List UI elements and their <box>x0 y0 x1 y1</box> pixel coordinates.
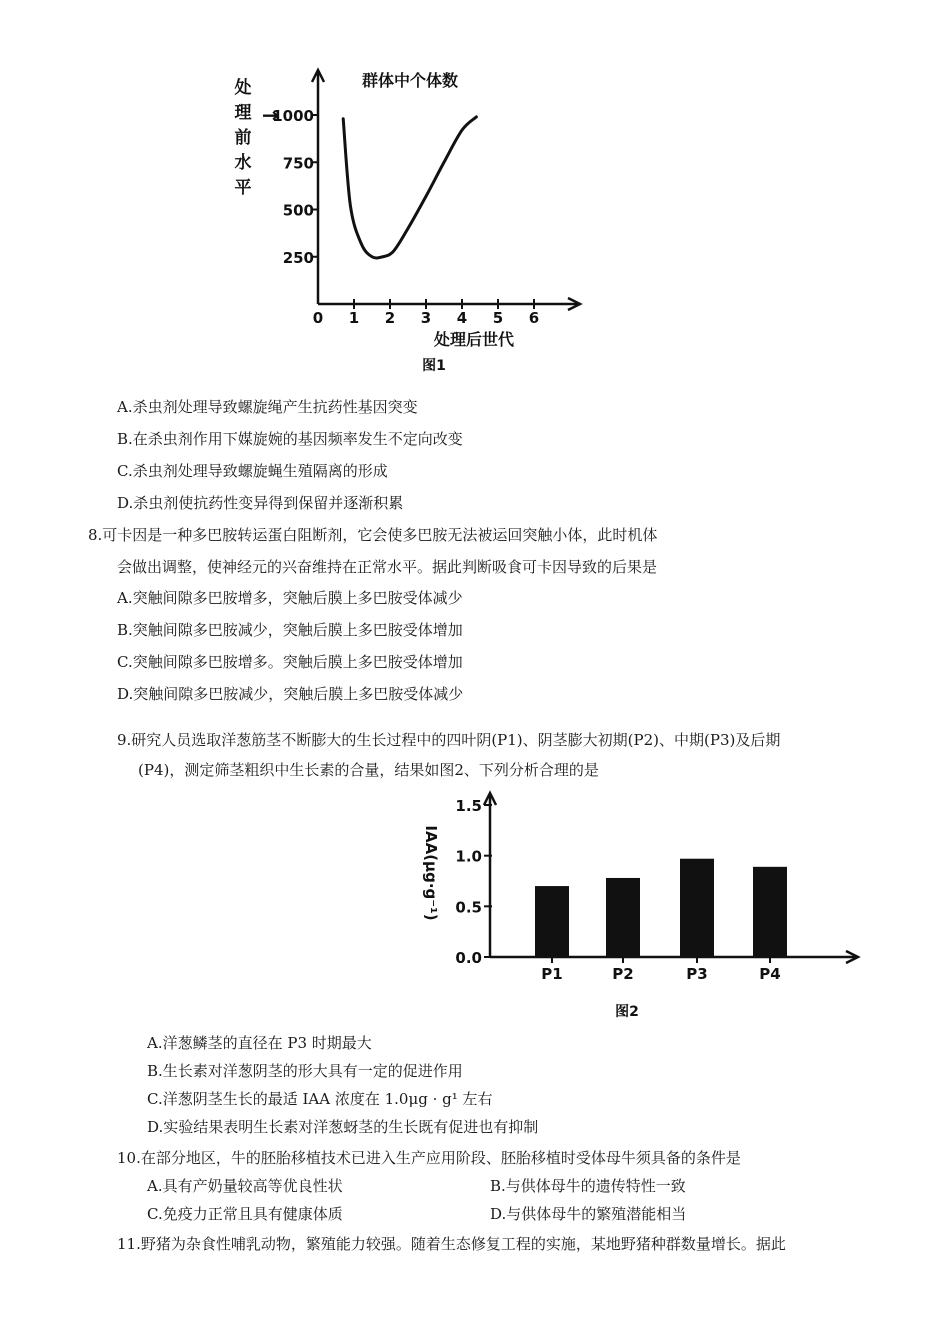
q8-option-b: B.突触间隙多巴胺减少，突触后膜上多巴胺受体增加 <box>117 621 463 639</box>
q10-option-a: A.具有产奶量较高等优良性状 <box>147 1177 343 1195</box>
y-tick-label: 250 <box>282 248 314 267</box>
y-tick-label: 1.5 <box>455 797 482 815</box>
q11-stem: 11.野猪为杂食性哺乳动物，繁殖能力较强。随着生态修复工程的实施，某地野猪种群数量增长。据此 <box>117 1235 786 1253</box>
x-tick-label: 6 <box>528 309 540 327</box>
x-tick-label: P4 <box>759 965 781 983</box>
y-tick-label: 0.0 <box>455 949 482 967</box>
y-tick-label: 1.0 <box>455 847 482 866</box>
x-tick-label: 2 <box>384 309 396 327</box>
x-tick-label: P2 <box>612 965 634 983</box>
q9-option-b: B.生长素对洋葱阴茎的形大具有一定的促进作用 <box>147 1062 463 1080</box>
q8-option-d: D.突触间隙多巴胺减少，突触后膜上多巴胺受体减少 <box>117 685 464 703</box>
q9-option-d: D.实验结果表明生长素对洋葱蚜茎的生长既有促进也有抑制 <box>147 1118 539 1136</box>
q10-option-b: B.与供体母牛的遗传特性一致 <box>490 1177 686 1195</box>
y-tick-label: 500 <box>282 201 314 220</box>
side-label-char: 水 <box>234 153 252 173</box>
figure-1-y-title: 群体中个体数 <box>362 71 459 90</box>
q10-stem: 10.在部分地区，牛的胚胎移植技术已进入生产应用阶段、胚胎移植时受体母牛须具备的条件是 <box>117 1149 741 1167</box>
figure-1-series-line <box>343 117 476 258</box>
y-tick-label: 0.5 <box>455 898 482 917</box>
figure-2-y-title: IAA(μg·g⁻¹) <box>422 825 440 921</box>
x-tick-label: 0 <box>312 309 324 327</box>
q7-option-b: B.在杀虫剂作用下媒旋婉的基因频率发生不定向改变 <box>117 430 463 448</box>
x-tick-label: P3 <box>686 965 708 983</box>
q10-option-d: D.与供体母牛的繁殖潜能相当 <box>490 1205 687 1223</box>
x-tick-label: 3 <box>420 309 432 327</box>
figure-2-caption: 图2 <box>615 1004 639 1020</box>
side-label-char: 平 <box>234 178 252 198</box>
q9-stem-line-1: 9.研究人员选取洋葱筋茎不断膨大的生长过程中的四叶阴(P1)、阴茎膨大初期(P2)、中期(P3)及后期 <box>117 731 781 749</box>
side-label-char: 处 <box>234 78 252 98</box>
x-tick-label: 1 <box>348 309 360 327</box>
q10-option-c: C.免疫力正常且具有健康体质 <box>147 1205 343 1223</box>
figure-2-bar-chart <box>0 785 950 1025</box>
q7-option-c: C.杀虫剂处理导致螺旋蝇生殖隔离的形成 <box>117 462 388 480</box>
q9-stem-line-2: (P4)，测定筛茎粗织中生长素的合量，结果如图2、下列分析合理的是 <box>138 761 599 779</box>
x-tick-label: P1 <box>541 965 563 983</box>
figure-1-line-chart <box>0 0 950 380</box>
figure-1-caption: 图1 <box>422 358 446 374</box>
arrow-right-icon: → <box>262 103 279 127</box>
side-label-char: 前 <box>234 128 252 148</box>
q7-option-d: D.杀虫剂使抗药性变异得到保留并逐渐积累 <box>117 494 404 512</box>
y-tick-label: 1000 <box>272 107 314 125</box>
q7-option-a: A.杀虫剂处理导致螺旋绳产生抗药性基因突变 <box>117 398 418 416</box>
bar-p1 <box>535 886 569 957</box>
x-tick-label: 4 <box>456 309 468 327</box>
q8-stem-line-1: 8.可卡因是一种多巴胺转运蛋白阻断剂，它会使多巴胺无法被运回突触小体，此时机体 <box>88 526 658 544</box>
q9-option-a: A.洋葱鳞茎的直径在 P3 时期最大 <box>147 1034 372 1052</box>
bar-p4 <box>753 867 787 957</box>
bar-p3 <box>680 859 714 957</box>
figure-1-x-title: 处理后世代 <box>433 330 515 349</box>
q8-stem-line-2: 会做出调整，使神经元的兴奋维持在正常水平。据此判断吸食可卡因导致的后果是 <box>117 558 658 576</box>
q8-option-c: C.突触间隙多巴胺增多。突触后膜上多巴胺受体增加 <box>117 653 463 671</box>
q9-option-c: C.洋葱阴茎生长的最适 IAA 浓度在 1.0μg · g¹ 左右 <box>147 1090 493 1108</box>
bar-p2 <box>606 878 640 957</box>
x-tick-label: 5 <box>492 309 504 327</box>
y-tick-label: 750 <box>282 154 314 173</box>
side-label-char: 理 <box>234 103 252 123</box>
q8-option-a: A.突触间隙多巴胺增多，突触后膜上多巴胺受体减少 <box>117 589 463 607</box>
